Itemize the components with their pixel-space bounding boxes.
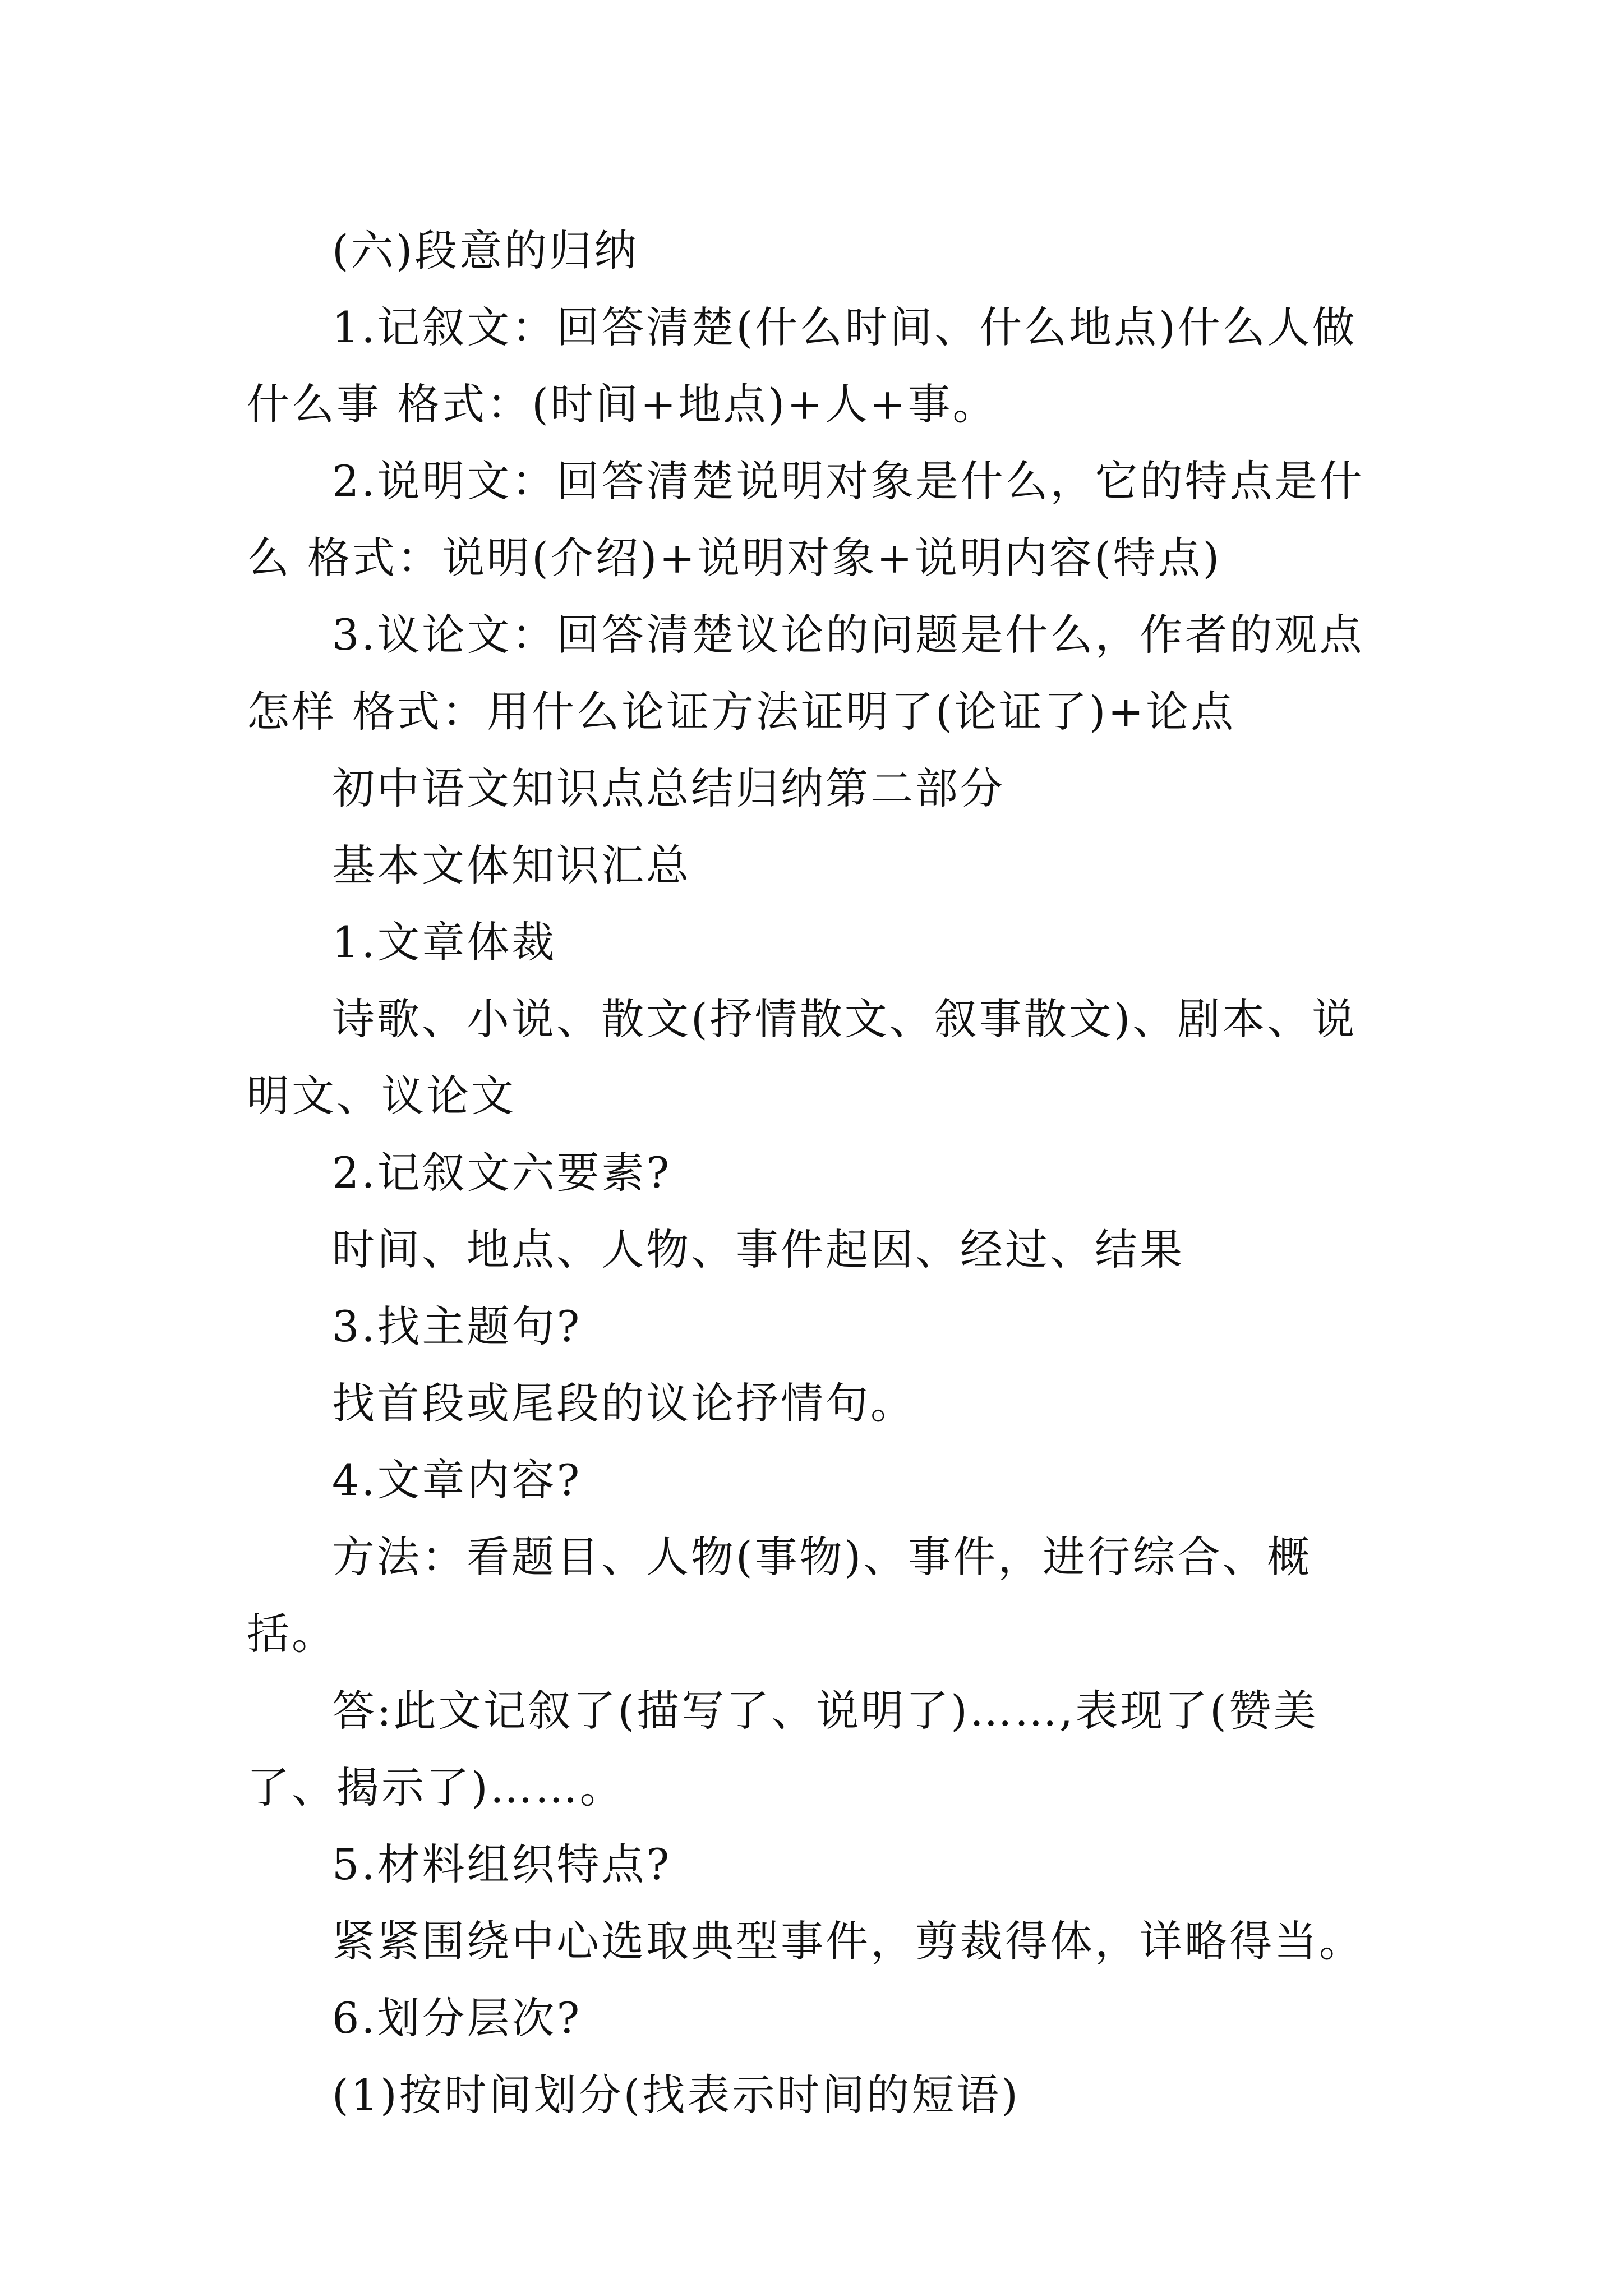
subsection-title: 基本文体知识汇总 (332, 840, 691, 890)
item-text: 方法：看题目、人物(事物)、事件，进行综合、概括。 (247, 1532, 1312, 1659)
item-heading: 1.文章体裁 (332, 917, 557, 967)
paragraph-argumentative: 3.议论文：回答清楚议论的问题是什么，作者的观点怎样 格式：用什么论证方法证明了(论证了)+论点 (247, 610, 1364, 737)
section-heading: (六)段意的归纳 (332, 226, 639, 275)
part-title: 初中语文知识点总结归纳第二部分 (332, 763, 1005, 813)
item-text: 找首段或尾段的议论抒情句。 (332, 1378, 915, 1428)
paragraph-expository: 2.说明文：回答清楚说明对象是什么，它的特点是什么 格式：说明(介绍)+说明对象+说明内容(特点) (247, 456, 1364, 583)
item-text: (1)按时间划分(找表示时间的短语) (332, 2070, 1020, 2120)
item-text: 紧紧围绕中心选取典型事件，剪裁得体，详略得当。 (332, 1916, 1364, 1966)
item-heading: 4.文章内容? (332, 1455, 582, 1505)
item-text: 时间、地点、人物、事件起因、经过、结果 (332, 1225, 1184, 1274)
item-heading: 6.划分层次? (332, 1993, 582, 2043)
document-body (247, 212, 1391, 2133)
item-text: 诗歌、小说、散文(抒情散文、叙事散文)、剧本、说明文、议论文 (247, 994, 1357, 1121)
paragraph-narrative: 1.记叙文：回答清楚(什么时间、什么地点)什么人做什么事 格式：(时间+地点)+人+事。 (247, 302, 1357, 429)
item-text: 答:此文记叙了(描写了、说明了)……,表现了(赞美了、揭示了)……。 (247, 1686, 1318, 1812)
item-heading: 5.材料组织特点? (332, 1839, 672, 1889)
item-heading: 2.记叙文六要素? (332, 1148, 672, 1198)
item-heading: 3.找主题句? (332, 1301, 582, 1351)
